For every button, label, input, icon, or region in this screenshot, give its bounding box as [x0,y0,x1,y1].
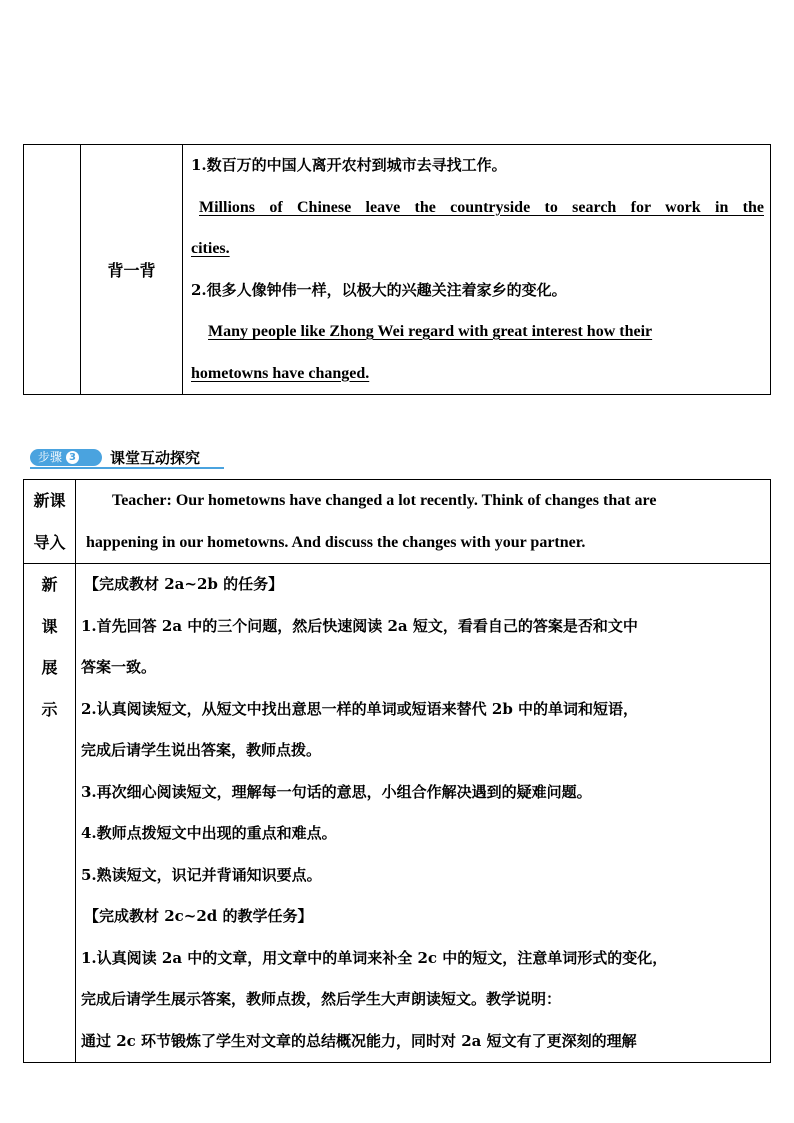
lesson-label-char: 示 [41,699,58,719]
lesson-line: 3.再次细心阅读短文，理解每一句话的意思，小组合作解决遇到的疑难问题。 [81,782,592,801]
lesson-line: 4.教师点拨短文中出现的重点和难点。 [81,824,337,842]
lesson-table [23,479,771,1063]
lesson-heading-1: 【完成教材 2a~2b 的任务】 [84,575,284,593]
lesson-heading-2: 【完成教材 2c~2d 的教学任务】 [84,907,313,925]
lesson-label-cell [24,564,76,1063]
recite-sentence-1-en-cont: cities. [191,240,230,257]
lesson-content [76,564,771,1063]
lesson-line: 通过 2c 环节锻炼了学生对文章的总结概况能力，同时对 2a 短文有了更深刻的理解 [81,1031,637,1050]
lesson-line: 1.认真阅读 2a 中的文章，用文章中的单词来补全 2c 中的短文，注意单词形式的变化， [81,948,668,967]
intro-label-1: 新课 [33,491,66,510]
recite-sentence-2-en: Many people like Zhong Wei regard with great interest how their [208,323,653,340]
recite-content [183,145,771,395]
intro-line-a: Teacher: Our hometowns have changed a lot recently. Think of changes that are [112,492,657,509]
lesson-line: 完成后请学生展示答案，教师点拨，然后学生大声朗读短文。教学说明： [81,990,562,1008]
recite-sentence-2-cn: 2.很多人像钟伟一样，以极大的兴趣关注着家乡的变化。 [191,280,567,299]
lesson-line: 完成后请学生说出答案，教师点拨。 [81,741,322,759]
lesson-label-char: 新 [41,575,58,594]
recite-sentence-2-en-cont: hometowns have changed. [191,364,370,382]
recite-sentence-1-cn: 1.数百万的中国人离开农村到城市去寻找工作。 [191,156,507,174]
step-underline [30,467,224,469]
step-badge-label: 步骤 [38,450,63,464]
step-title: 课堂互动探究 [110,449,201,467]
intro-line-b: happening in our hometowns. And discuss the changes with your partner. [86,533,586,551]
lesson-line: 2.认真阅读短文，从短文中找出意思一样的单词或短语来替代 2b 中的单词和短语， [81,699,639,718]
lesson-line: 1.首先回答 2a 中的三个问题，然后快速阅读 2a 短文，看看自己的答案是否和文中 [81,616,638,635]
lesson-line: 答案一致。 [81,658,157,676]
step-number: 3 [66,451,79,464]
recite-label: 背一背 [81,145,183,395]
intro-label-2: 导入 [33,532,66,552]
recite-sentence-1-en: Millions of Chinese leave the countryside to search for work in the [199,198,764,216]
intro-content [76,480,771,564]
step-badge [30,449,102,466]
lesson-label-char: 展 [41,658,58,677]
intro-label-cell [24,480,76,564]
recite-table [23,144,771,395]
recite-empty-cell [24,145,81,395]
lesson-line: 5.熟读短文，识记并背诵知识要点。 [81,865,322,884]
lesson-label-char: 课 [41,616,58,636]
